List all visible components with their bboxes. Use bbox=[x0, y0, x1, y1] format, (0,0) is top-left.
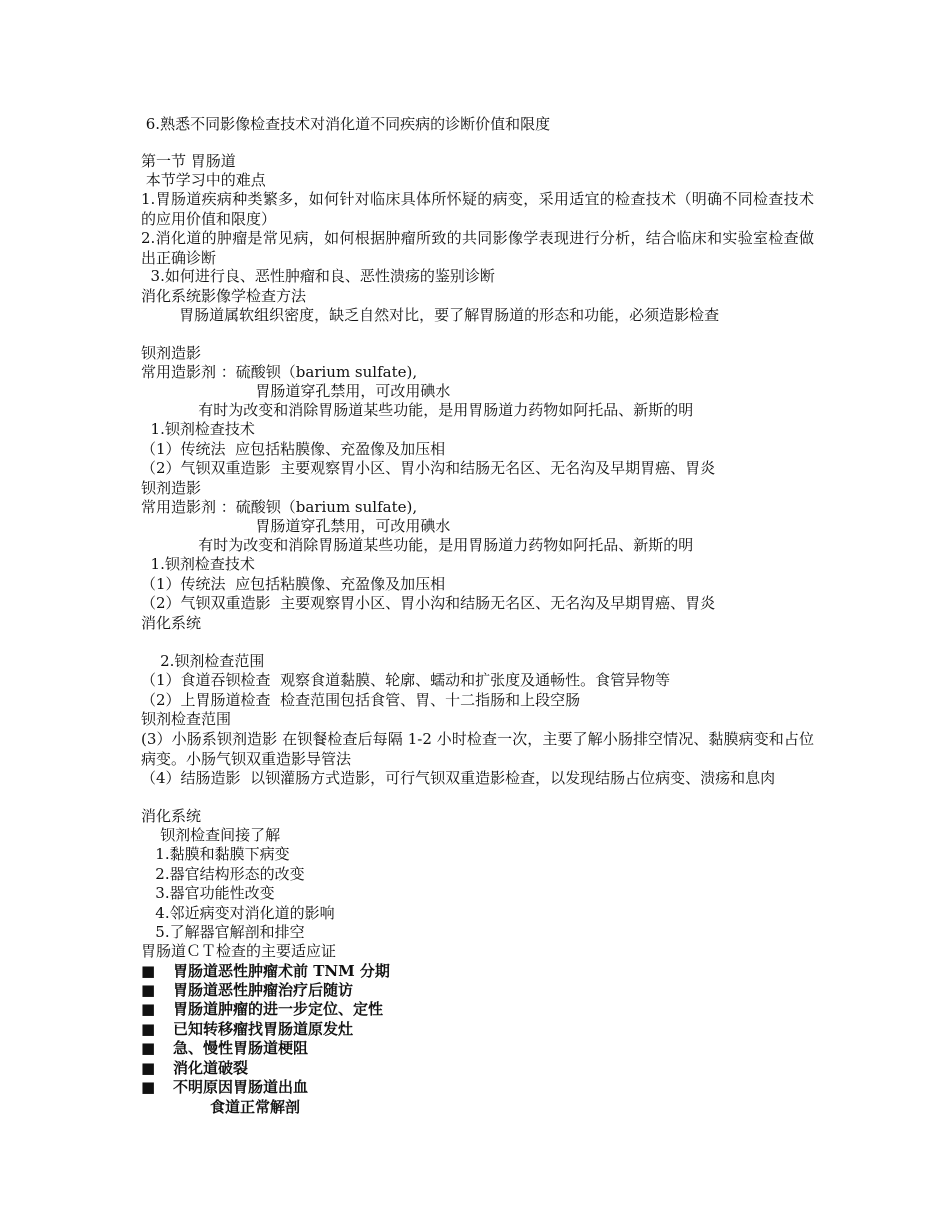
indirect-item-1: 1.黏膜和黏膜下病变 bbox=[141, 845, 290, 863]
technique-item-1: （1）传统法 应包括粘膜像、充盈像及加压相 bbox=[141, 440, 446, 458]
contrast-note-line: 胃肠道穿孔禁用，可改用碘水 bbox=[141, 382, 451, 400]
scope-item-1: （1）食道吞钡检查 观察食道黏膜、轮廓、蠕动和扩张度及通畅性。食管异物等 bbox=[141, 671, 671, 689]
anatomy-heading: 食道正常解剖 bbox=[210, 1098, 301, 1116]
bullet-marker: ■ bbox=[141, 1078, 156, 1096]
scope-subheading: 钡剂检查范围 bbox=[141, 710, 232, 728]
system-heading: 消化系统 bbox=[141, 807, 202, 825]
bullet-marker: ■ bbox=[141, 1059, 156, 1077]
technique-heading: 1.钡剂检查技术 bbox=[141, 420, 255, 438]
ct-indication-item: ■ 胃肠道恶性肿瘤术前 TNM 分期 bbox=[141, 962, 390, 980]
objective-line: 6.熟悉不同影像检查技术对消化道不同疾病的诊断价值和限度 bbox=[141, 115, 551, 133]
section-title: 第一节 胃肠道 bbox=[141, 152, 236, 170]
ct-indication-item: ■ 消化道破裂 bbox=[141, 1059, 249, 1077]
contrast-note-line: 胃肠道穿孔禁用，可改用碘水 bbox=[141, 517, 451, 535]
technique-item-2: （2）气钡双重造影 主要观察胃小区、胃小沟和结肠无名区、无名沟及早期胃癌、胃炎 bbox=[141, 594, 716, 612]
technique-item-2: （2）气钡双重造影 主要观察胃小区、胃小沟和结肠无名区、无名沟及早期胃癌、胃炎 bbox=[141, 459, 716, 477]
difficulty-heading: 本节学习中的难点 bbox=[141, 171, 266, 189]
bullet-marker: ■ bbox=[141, 981, 156, 999]
ct-indication-item: ■ 急、慢性胃肠道梗阻 bbox=[141, 1039, 309, 1057]
ct-indication-item: ■ 不明原因胃肠道出血 bbox=[141, 1078, 309, 1096]
scope-item-2: （2）上胃肠道检查 检查范围包括食管、胃、十二指肠和上段空肠 bbox=[141, 691, 581, 709]
scope-item-4: （4）结肠造影 以钡灌肠方式造影，可行气钡双重造影检查，以发现结肠占位病变、溃疡和息肉 bbox=[141, 769, 776, 787]
ct-indication-item: ■ 胃肠道肿瘤的进一步定位、定性 bbox=[141, 1000, 384, 1018]
drug-note-line: 有时为改变和消除胃肠道某些功能，是用胃肠道力药物如阿托品、新斯的明 bbox=[141, 401, 694, 419]
bullet-marker: ■ bbox=[141, 1039, 156, 1057]
indirect-item-4: 4.邻近病变对消化道的影响 bbox=[141, 904, 335, 922]
contrast-agent-line: 常用造影剂 ：硫酸钡（barium sulfate), bbox=[141, 363, 418, 381]
bullet-marker: ■ bbox=[141, 1000, 156, 1018]
indirect-item-3: 3.器官功能性改变 bbox=[141, 884, 275, 902]
difficulty-point-3: 3.如何进行良、恶性肿瘤和良、恶性溃疡的鉴别诊断 bbox=[141, 267, 495, 285]
drug-note-line: 有时为改变和消除胃肠道某些功能，是用胃肠道力药物如阿托品、新斯的明 bbox=[141, 536, 694, 554]
system-heading: 消化系统 bbox=[141, 614, 202, 632]
difficulty-point-2: 2.消化道的肿瘤是常见病，如何根据肿瘤所致的共同影像学表现进行分析，结合临床和实验室检查做出正确诊断 bbox=[141, 229, 814, 267]
method-heading: 消化系统影像学检查方法 bbox=[141, 287, 307, 305]
technique-heading: 1.钡剂检查技术 bbox=[141, 555, 255, 573]
barium-heading: 钡剂造影 bbox=[141, 344, 202, 362]
scope-item-3: (3）小肠系钡剂造影 在钡餐检查后每隔 1-2 小时检查一次，主要了解小肠排空情况、黏膜病变和占位病变。小肠气钡双重造影导管法 bbox=[141, 730, 814, 768]
ct-indication-item: ■ 胃肠道恶性肿瘤治疗后随访 bbox=[141, 981, 354, 999]
indirect-item-5: 5.了解器官解剖和排空 bbox=[141, 923, 305, 941]
difficulty-point-1: 1.胃肠道疾病种类繁多，如何针对临床具体所怀疑的病变，采用适宜的检查技术（明确不同检查技术的应用价值和限度） bbox=[141, 190, 814, 228]
barium-heading: 钡剂造影 bbox=[141, 479, 202, 497]
bullet-marker: ■ bbox=[141, 1020, 156, 1038]
contrast-agent-line: 常用造影剂 ：硫酸钡（barium sulfate), bbox=[141, 498, 418, 516]
bullet-marker: ■ bbox=[141, 962, 156, 980]
indirect-item-2: 2.器官结构形态的改变 bbox=[141, 865, 305, 883]
ct-heading: 胃肠道ＣＴ检查的主要适应证 bbox=[141, 942, 337, 960]
indirect-heading: 钡剂检查间接了解 bbox=[141, 826, 281, 844]
method-intro: 胃肠道属软组织密度，缺乏自然对比，要了解胃肠道的形态和功能，必须造影检查 bbox=[141, 306, 720, 324]
ct-indication-item: ■ 已知转移瘤找胃肠道原发灶 bbox=[141, 1020, 354, 1038]
scope-heading: 2.钡剂检查范围 bbox=[141, 652, 265, 670]
technique-item-1: （1）传统法 应包括粘膜像、充盈像及加压相 bbox=[141, 575, 446, 593]
